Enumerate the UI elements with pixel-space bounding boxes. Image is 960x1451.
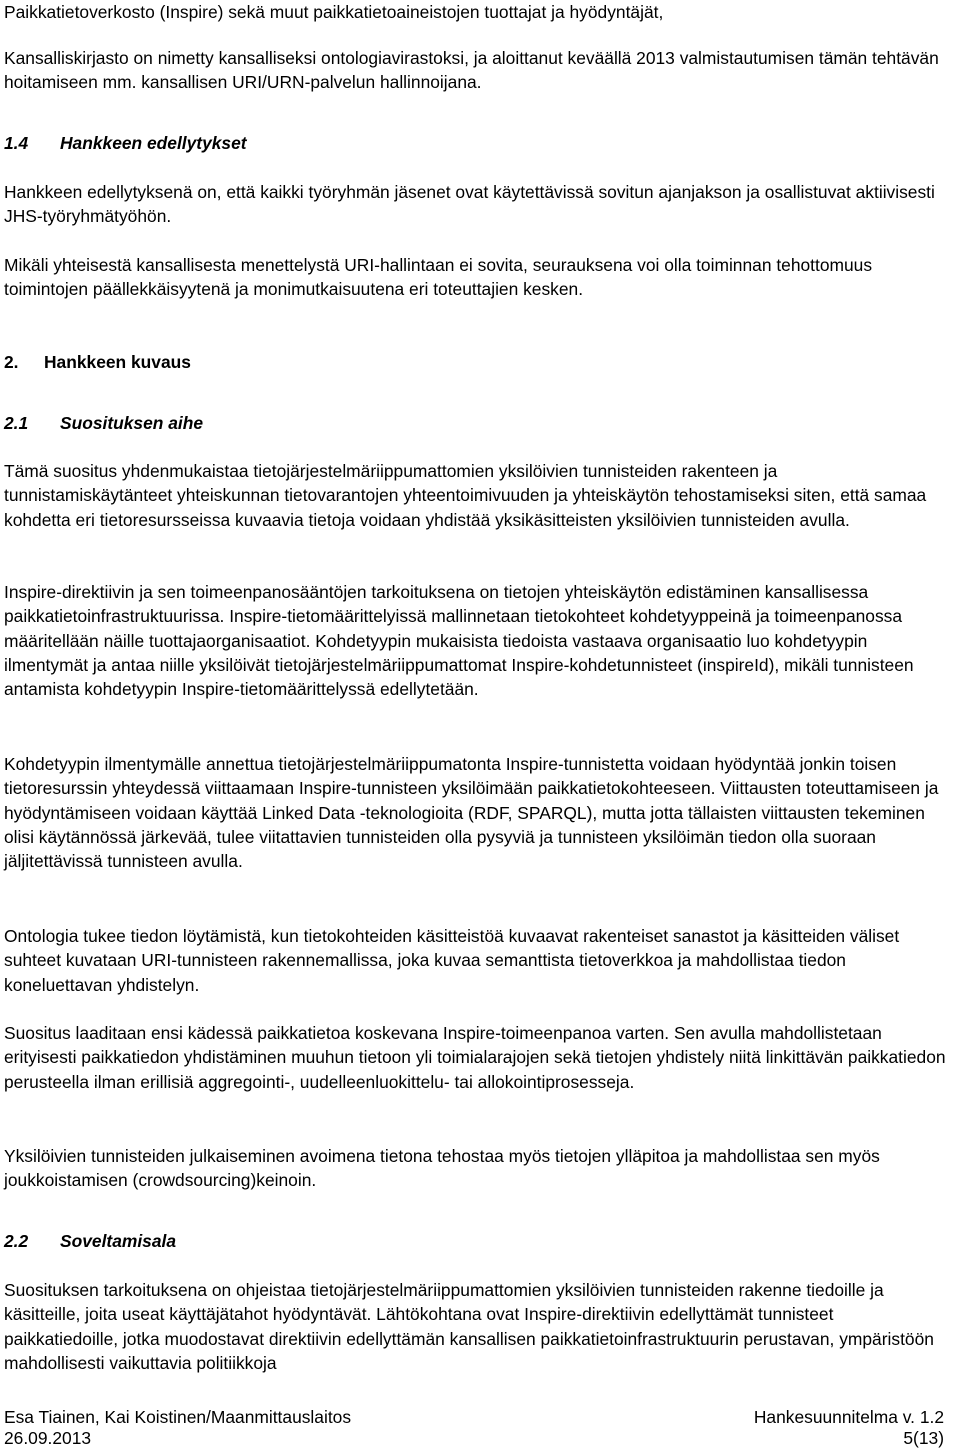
section-title: Soveltamisala [60, 1231, 177, 1251]
footer-page-number: 5(13) [903, 1428, 944, 1448]
footer-row [4, 1428, 944, 1449]
section-title: Hankkeen kuvaus [44, 352, 191, 372]
paragraph: Yksilöivien tunnisteiden julkaiseminen avoimena tietona tehostaa myös tietojen ylläpitoa ja mahdollistaa sen myös joukkoistamisen (crowdsourcing)keinoin. [4, 1146, 880, 1191]
intro-paragraph: Kansalliskirjasto on nimetty kansalliseksi ontologiavirastoksi, ja aloittanut keväällä 2013 valmistautumisen tämän tehtävän hoitamiseen mm. kansallisen URI/URN-palvelun hallinnoijana. [4, 48, 939, 93]
section-title: Hankkeen edellytykset [60, 133, 247, 153]
paragraph: Suositus laaditaan ensi kädessä paikkatietoa koskevana Inspire-toimeenpanoa varten. Sen avulla mahdollistetaan erityisesti paikkatiedon yhdistäminen muuhun tietoon yli toimialarajojen sekä tietojen yhdistely niitä linkittävän paikkatiedon perusteella ilman erillisiä aggregointi-, uudelleenluokittelu- tai allokointiprosesseja. [4, 1023, 946, 1092]
paragraph: Suosituksen tarkoituksena on ohjeistaa tietojärjestelmäriippumattomien yksilöivien tunnisteiden rakenne tiedoille ja käsitteille, joita useat käyttäjätahot hyödyntävät. Lähtökohtana ovat Inspire-direktiivin edellyttämät tunnisteet paikkatiedoille, jotka muodostavat direktiivin edellyttämän kansallisen paikkatietoinfrastruktuurin perustavan, ympäristöön mahdollisesti vaikuttavia politiikkoja [4, 1280, 934, 1373]
section-title: Suosituksen aihe [60, 413, 204, 433]
paragraph: Hankkeen edellytyksenä on, että kaikki työryhmän jäsenet ovat käytettävissä sovitun ajanjakson ja osallistuvat aktiivisesti JHS-työryhmätyöhön. [4, 182, 935, 227]
section-number: 2. [4, 352, 19, 372]
footer-date: 26.09.2013 [4, 1428, 92, 1448]
continued-text-line: Paikkatietoverkosto (Inspire) sekä muut paikkatietoaineistojen tuottajat ja hyödyntäjät, [4, 2, 664, 22]
footer-authors: Esa Tiainen, Kai Koistinen/Maanmittauslaitos [4, 1407, 352, 1427]
footer-row [4, 1407, 944, 1428]
paragraph: Tämä suositus yhdenmukaistaa tietojärjestelmäriippumattomien yksilöivien tunnisteiden rakenteen ja tunnistamiskäytänteet yhteiskunnan tietovarantojen yhteentoimivuuden ja yhteiskäytön tehostamiseksi siten, että samaa kohdetta eri tietoresursseissa kuvaavia tietoja voidaan yhdistää yksikäsitteisten yksilöivien tunnisteiden avulla. [4, 461, 927, 530]
section-number: 2.1 [4, 413, 29, 433]
section-heading-2-2 [4, 1229, 176, 1253]
footer-document: Hankesuunnitelma v. 1.2 [753, 1407, 944, 1427]
section-number: 2.2 [4, 1231, 29, 1251]
section-heading-2-1 [4, 411, 203, 435]
section-heading-2 [4, 350, 191, 374]
page-footer [4, 1407, 944, 1449]
paragraph: Inspire-direktiivin ja sen toimeenpanosääntöjen tarkoituksena on tietojen yhteiskäytön edistäminen kansallisessa paikkatietoinfrastruktuurissa. Inspire-tietomäärittelyissä mallinnetaan tietokohteet kohdetyyppeinä ja toimeenpanossa määritellään näille tuottajaorganisaatiot. Kohdetyypin mukaisista tiedoista vastaava organisaatio luo kohdetyypin ilmentymät ja antaa niille yksilöivät tietojärjestelmäriippumattomat Inspire-kohdetunnisteet (inspireId), mikäli tunnisteen antamista kohdetyypin Inspire-tietomäärittelyssä edellytetään. [4, 582, 914, 700]
section-number: 1.4 [4, 133, 29, 153]
paragraph: Ontologia tukee tiedon löytämistä, kun tietokohteiden käsitteistöä kuvaavat rakenteiset sanastot ja käsitteiden väliset suhteet kuvataan URI-tunnisteen rakennemallissa, joka kuvaa semanttista tietoverkkoa ja mahdollistaa tiedon koneluettavan yhdistelyn. [4, 926, 900, 995]
paragraph: Mikäli yhteisestä kansallisesta menettelystä URI-hallintaan ei sovita, seurauksena voi olla toiminnan tehottomuus toimintojen päällekkäisyytenä ja monimutkaisuutena eri toteuttajien kesken. [4, 255, 873, 300]
paragraph: Kohdetyypin ilmentymälle annettua tietojärjestelmäriippumatonta Inspire-tunnistetta voidaan hyödyntää jonkin toisen tietoresurssin yhteydessä viittaamaan Inspire-tunnisteen yksilöimään paikkatietokohteeseen. Viittausten toteuttamiseen ja hyödyntämiseen voidaan käyttää Linked Data -teknologioita (RDF, SPARQL), mutta jotta tällaisten viittausten tekeminen olisi käytännössä järkevää, tulee viitattavien tunnisteiden olla pysyviä ja tunnisteen yksilöimän tiedon olla suoraan jäljitettävissä tunnisteen avulla. [4, 754, 939, 872]
section-heading-1-4 [4, 131, 247, 155]
